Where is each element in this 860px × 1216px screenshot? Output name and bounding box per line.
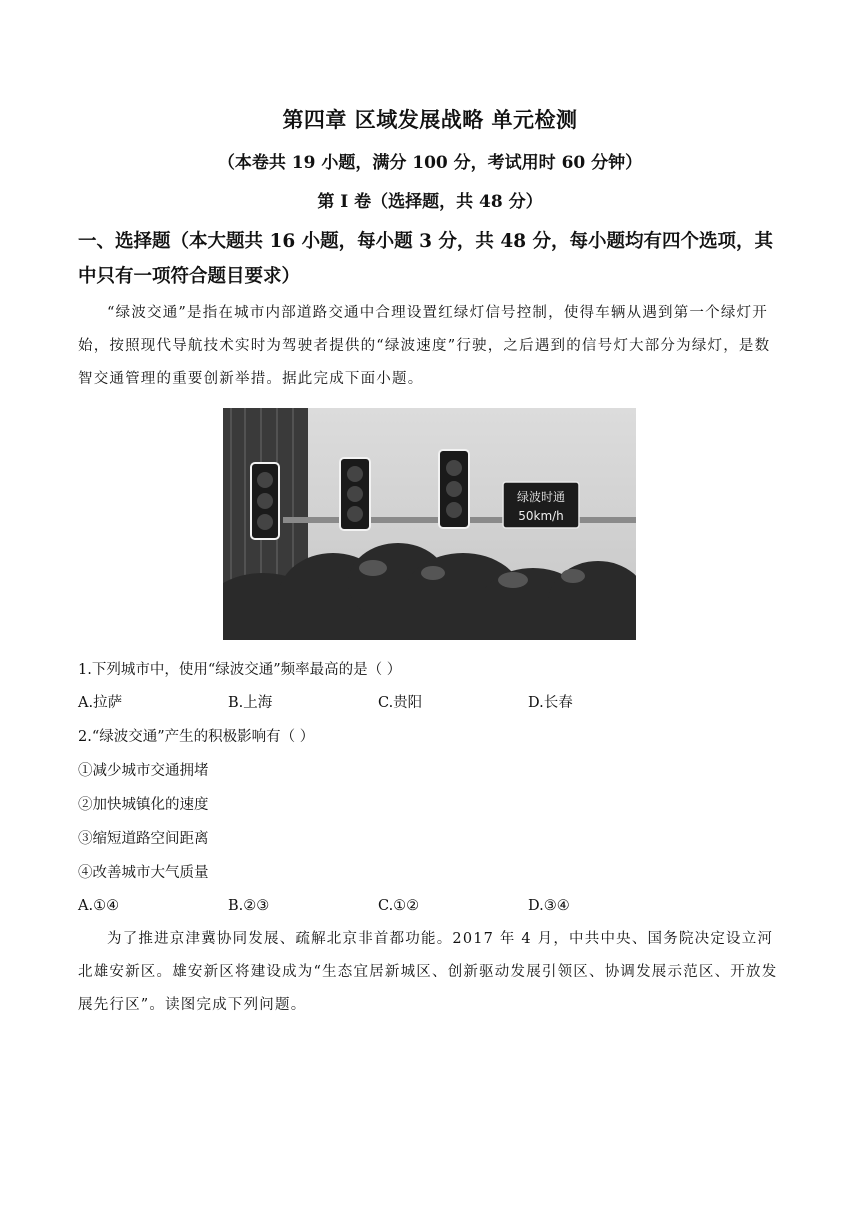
section-heading: 一、选择题（本大题共 16 小题，每小题 3 分，共 48 分，每小题均有四个选项，其中只有一项符合题目要求） xyxy=(78,231,774,287)
traffic-light-photo xyxy=(223,408,636,640)
q2-option-d: D.③④ xyxy=(528,898,570,914)
sign-text-bottom: 50km/h xyxy=(518,509,564,523)
traffic-light-middle xyxy=(340,458,370,530)
q2-item-3: ③缩短道路空间距离 xyxy=(78,831,209,847)
q2-option-c: C.①② xyxy=(378,898,420,914)
passage-green-wave: “绿波交通”是指在城市内部道路交通中合理设置红绿灯信号控制，使得车辆从遇到第一个绿灯开始，按照现代导航技术实时为驾驶者提供的“绿波速度”行驶，之后遇到的信号灯大部分为绿灯，是数智交通管理的重要创新举措。据此完成下面小题。 xyxy=(78,305,771,387)
q2-item-2: ②加快城镇化的速度 xyxy=(78,797,209,813)
q1-option-d: D.长春 xyxy=(528,695,573,711)
q2-option-a: A.①④ xyxy=(78,898,120,914)
question-1-stem: 1.下列城市中，使用“绿波交通”频率最高的是（ ） xyxy=(78,662,402,678)
page-title: 第四章 区域发展战略 单元检测 xyxy=(282,107,578,132)
q1-option-c: C.贵阳 xyxy=(378,695,423,711)
sign-text-top: 绿波时通 xyxy=(516,490,566,504)
traffic-light-right xyxy=(439,450,469,528)
traffic-light-left xyxy=(251,463,279,539)
q1-option-a: A.拉萨 xyxy=(78,695,123,711)
exam-info: （本卷共 19 小题，满分 100 分，考试用时 60 分钟） xyxy=(217,153,643,173)
q2-item-4: ④改善城市大气质量 xyxy=(78,865,209,881)
q2-option-b: B.②③ xyxy=(228,898,270,914)
question-2-stem: 2.“绿波交通”产生的积极影响有（ ） xyxy=(78,729,315,745)
passage-xiongan: 为了推进京津冀协同发展、疏解北京非首都功能。2017 年 4 月，中共中央、国务院决定设立河北雄安新区。雄安新区将建设成为“生态宜居新城区、创新驱动发展引领区、协调发展示范区、开放发展先行区”。读图完成下列问题。 xyxy=(78,931,778,1013)
q1-option-b: B.上海 xyxy=(228,695,273,711)
q2-item-1: ①减少城市交通拥堵 xyxy=(78,763,209,779)
part-heading: 第 I 卷（选择题，共 48 分） xyxy=(317,192,543,212)
